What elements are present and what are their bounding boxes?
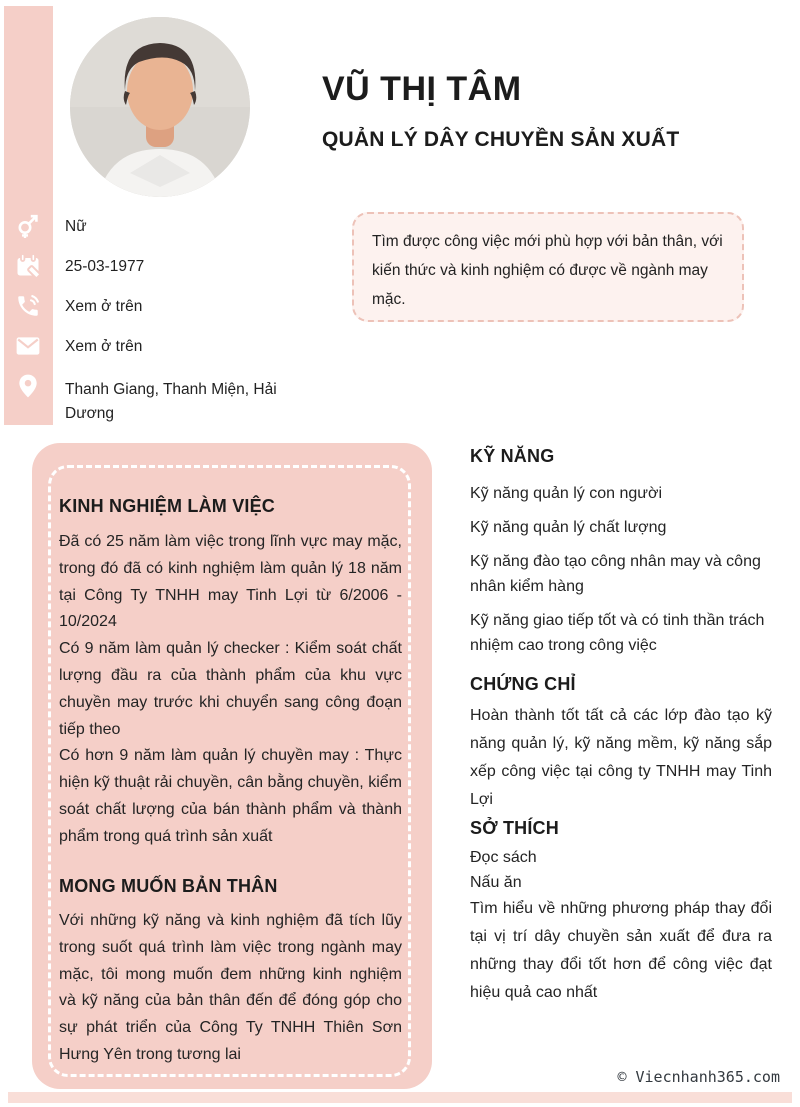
experience-body	[59, 529, 402, 851]
experience-paragraph: Có hơn 9 năm làm quản lý chuyền may : Thực hiện kỹ thuật rải chuyền, cân bằng chuyền, kiểm soát chất lượng của bán thành phẩm và thành phẩm trong quá trình sản xuất	[59, 747, 402, 845]
contact-phone: Xem ở trên	[65, 298, 143, 315]
contact-gender: Nữ	[65, 218, 87, 235]
hobbies-heading: SỞ THÍCH	[470, 818, 559, 838]
skills-list	[470, 481, 772, 658]
experience-heading: KINH NGHIỆM LÀM VIỆC	[59, 496, 276, 516]
mail-icon	[15, 333, 41, 359]
hobby-item: Nấu ăn	[470, 874, 522, 891]
gender-icon	[15, 213, 41, 239]
hobby-item: Tìm hiểu về những phương pháp thay đổi tại vị trí dây chuyền sản xuất để đưa ra những thay đổi tốt hơn để công việc đạt hiệu quả cao nhất	[470, 900, 772, 1001]
certificates-heading: CHỨNG CHỈ	[470, 674, 576, 694]
certificates-body: Hoàn thành tốt tất cả các lớp đào tạo kỹ năng quản lý, kỹ năng mềm, kỹ năng sắp xếp công việc tại công ty TNHH may Tinh Lợi	[470, 707, 772, 808]
job-title: QUẢN LÝ DÂY CHUYỀN SẢN XUẤT	[322, 128, 680, 151]
skill-item: Kỹ năng quản lý chất lượng	[470, 519, 667, 536]
skill-item: Kỹ năng giao tiếp tốt và có tinh thần trách nhiệm cao trong công việc	[470, 612, 765, 654]
hobbies-list	[470, 845, 772, 1007]
location-icon	[15, 373, 41, 399]
phone-icon	[15, 293, 41, 319]
avatar	[70, 17, 250, 197]
contact-email: Xem ở trên	[65, 338, 143, 355]
contact-birthdate: 25-03-1977	[65, 258, 145, 275]
watermark-copyright: © Viecnhanh365.com	[617, 1068, 780, 1086]
experience-paragraph: Có 9 năm làm quản lý checker : Kiểm soát chất lượng đầu ra của thành phẩm của khu vực chuyền may trước khi chuyển sang công đoạn tiếp theo	[59, 640, 402, 738]
page-title: VŨ THỊ TÂM	[322, 70, 522, 108]
objective-box	[352, 212, 744, 322]
skill-item: Kỹ năng đào tạo công nhân may và công nhân kiểm hàng	[470, 553, 761, 595]
bottom-accent-strip	[8, 1092, 792, 1103]
skill-item: Kỹ năng quản lý con người	[470, 485, 662, 502]
hobby-item: Đọc sách	[470, 849, 537, 866]
contact-address: Thanh Giang, Thanh Miện, Hải Dương	[65, 381, 277, 422]
aspiration-body: Với những kỹ năng và kinh nghiệm đã tích lũy trong suốt quá trình làm việc trong ngành may mặc, tôi mong muốn đem những kinh nghiệm và kỹ năng của bản thân đến để đóng góp cho sự phát triển của Công Ty TNHH Thiên Sơn Hưng Yên trong tương lai	[59, 912, 402, 1063]
aspiration-heading: MONG MUỐN BẢN THÂN	[59, 876, 278, 896]
objective-text: Tìm được công việc mới phù hợp với bản thân, với kiến thức và kinh nghiệm có được về ngành may mặc.	[372, 233, 723, 308]
skills-heading: KỸ NĂNG	[470, 446, 555, 466]
experience-paragraph: Đã có 25 năm làm việc trong lĩnh vực may mặc, trong đó đã có kinh nghiệm làm quản lý 18 năm tại Công Ty TNHH may Tinh Lợi từ 6/2006 - 10/2024	[59, 533, 402, 631]
calendar-icon	[15, 253, 41, 279]
